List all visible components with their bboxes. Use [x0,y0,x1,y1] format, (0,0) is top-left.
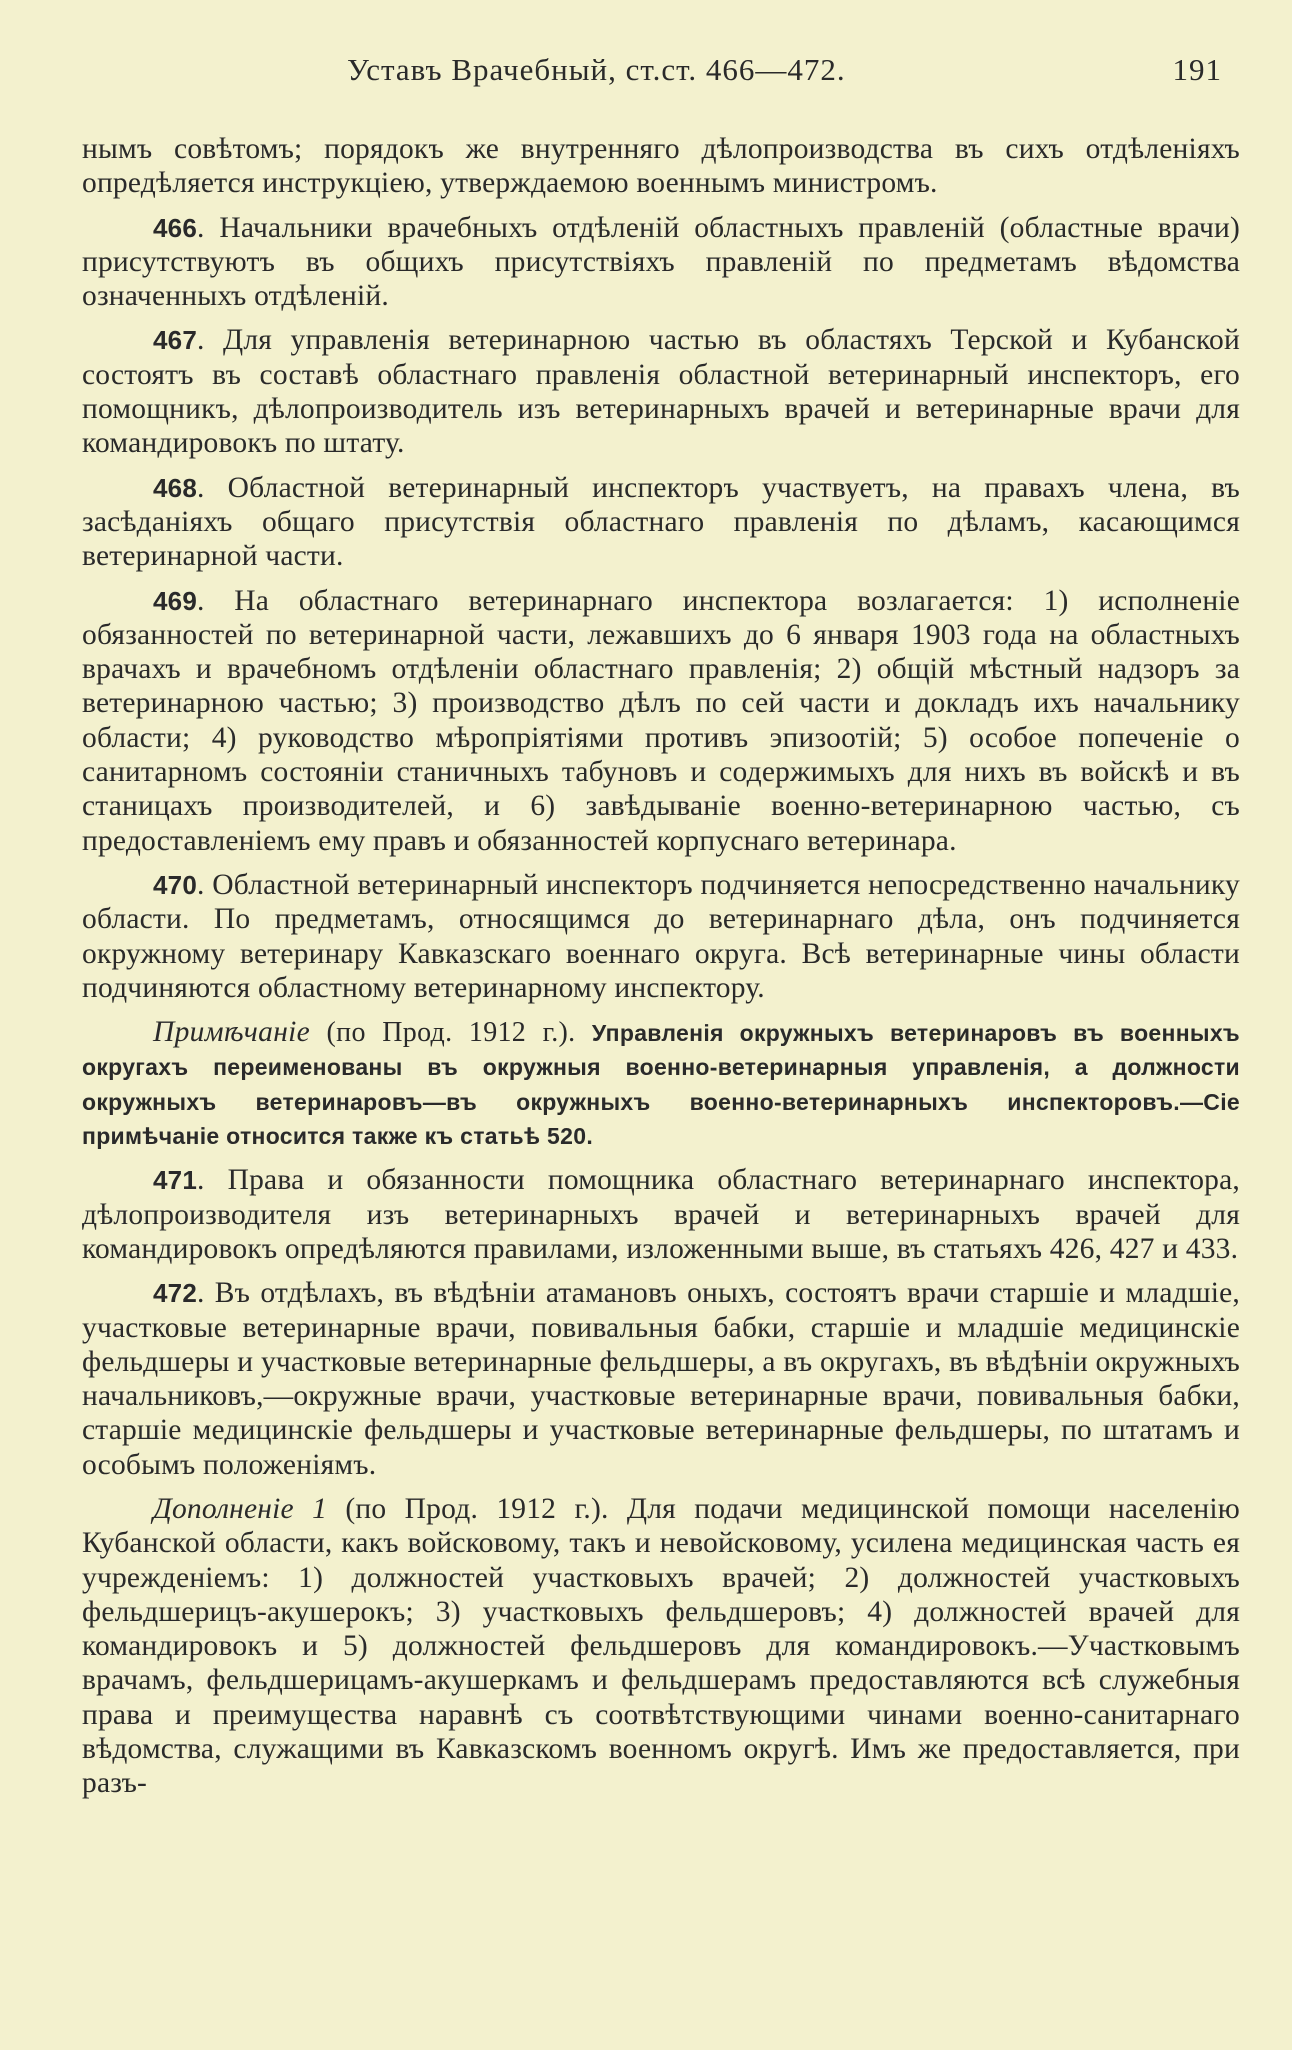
supplement-label: Дополненіе 1 [153,1492,328,1525]
article-text: . Права и обязанности помощника областнаго ветеринарнаго инспектора, дѣлопроизводителя изъ ветеринарныхъ врачей и ветеринарныхъ врачей для командировокъ опредѣляются правилами, изложенными выше, въ статьяхъ 426, 427 и 433. [82,1164,1240,1265]
article-471 [82,1163,1240,1266]
article-number: 470 [153,869,197,900]
page-body [82,132,1240,1801]
article-number: 469 [153,585,197,616]
article-text: . На областнаго ветеринарнаго инспектора возлагается: 1) исполненіе обязанностей по ветеринарной части, лежавшихъ до 6 января 1903 года на областныхъ врачахъ и врачебномъ отдѣленіи областнаго правленія; 2) общій мѣстный надзоръ за ветеринарною частью; 3) производство дѣлъ по сей части и докладъ ихъ начальнику области; 4) руководство мѣропріятіями противъ эпизоотій; 5) особое попеченіе о санитарномъ состояніи станичныхъ табуновъ и содержимыхъ для нихъ въ войскѣ и въ станицахъ производителей, и 6) завѣдываніе военно-ветеринарною частью, съ предоставленіемъ ему правъ и обязанностей корпуснаго ветеринара. [82,584,1240,857]
article-466 [82,211,1240,314]
article-468 [82,471,1240,574]
article-469 [82,584,1240,858]
article-text: . Для управленія ветеринарною частью въ областяхъ Терской и Кубанской состоятъ въ составѣ областнаго правленія областной ветеринарный инспекторъ, его помощникъ, дѣлопроизводитель изъ ветеринарныхъ врачей и ветеринарные врачи для командировокъ по штату. [82,324,1240,460]
article-text: . Областной ветеринарный инспекторъ подчиняется непосредственно начальнику области. По предметамъ, относящимся до ветеринарнаго дѣла, онъ подчиняется окружному ветеринару Кавказскаго военнаго округа. Всѣ ветеринарные чины области подчиняются областному ветеринарному инспектору. [82,868,1240,1004]
article-number: 471 [153,1165,197,1196]
article-number: 466 [153,212,197,243]
header-title: Уставъ Врачебный, ст.ст. 466—472. [347,52,846,87]
page-number: 191 [1172,52,1222,87]
article-number: 472 [153,1278,197,1309]
article-number: 468 [153,472,197,503]
article-text: . Областной ветеринарный инспекторъ участвуетъ, на правахъ члена, въ засѣданіяхъ общаго присутствія областнаго правленія по дѣламъ, касающимся ветеринарной части. [82,471,1240,573]
article-text: . Въ отдѣлахъ, въ вѣдѣніи атамановъ оныхъ, состоятъ врачи старшіе и младшіе, участковые ветеринарные врачи, повивальныя бабки, старшіе и младшіе медицинскіе фельдшеры и участковые ветеринарные фельдшеры, а въ округахъ, въ вѣдѣніи окружныхъ начальниковъ,—окружные врачи, участковые ветеринарные врачи, повивальныя бабки, старшіе медицинскіе фельдшеры и участковые ветеринарные фельдшеры, по штатамъ и особымъ положеніямъ. [82,1277,1240,1481]
article-text: . Начальники врачебныхъ отдѣленій областныхъ правленій (областные врачи) присутствуютъ въ общихъ присутствіяхъ правленій по предметамъ вѣдомства означенныхъ отдѣленій. [82,211,1240,313]
running-header [82,44,1240,102]
supplement-paragraph [82,1492,1240,1801]
note-paragraph [82,1015,1240,1153]
note-reference: (по Прод. 1912 г.). [310,1017,592,1049]
article-470 [82,868,1240,1005]
supplement-text: (по Прод. 1912 г.). Для подачи медицинской помощи населенію Кубанской области, какъ войсковому, такъ и невойсковому, усилена медицинская часть ея учрежденіемъ: 1) должностей участковыхъ врачей; 2) должностей участковыхъ фельдшерицъ-акушерокъ; 3) участковыхъ фельдшеровъ; 4) должностей врачей для командировокъ и 5) должностей фельдшеровъ для командировокъ.—Участковымъ врачамъ, фельдшерицамъ-акушеркамъ и фельдшерамъ предоставляются всѣ служебныя права и преимущества наравнѣ съ соотвѣтствующими чинами военно-санитарнаго вѣдомства, служащими въ Кавказскомъ военномъ округѣ. Имъ же предоставляется, при разъ- [82,1492,1240,1800]
article-467 [82,323,1240,460]
paragraph-continuation: нымъ совѣтомъ; порядокъ же внутренняго дѣлопроизводства въ сихъ отдѣленіяхъ опредѣляется инструкціею, утверждаемою военнымъ министромъ. [82,133,1240,200]
article-472 [82,1276,1240,1482]
note-text: Управленія окружныхъ ветеринаровъ въ военныхъ округахъ переименованы въ окружныя военно-ветеринарныя управленія, а должности окружныхъ ветеринаровъ—въ окружныхъ военно-ветеринарныхъ инспекторовъ.—Сіе примѣчаніе относится также къ статьѣ 520. [82,1020,1240,1150]
note-label: Примѣчаніе [153,1016,311,1049]
article-number: 467 [153,325,197,356]
